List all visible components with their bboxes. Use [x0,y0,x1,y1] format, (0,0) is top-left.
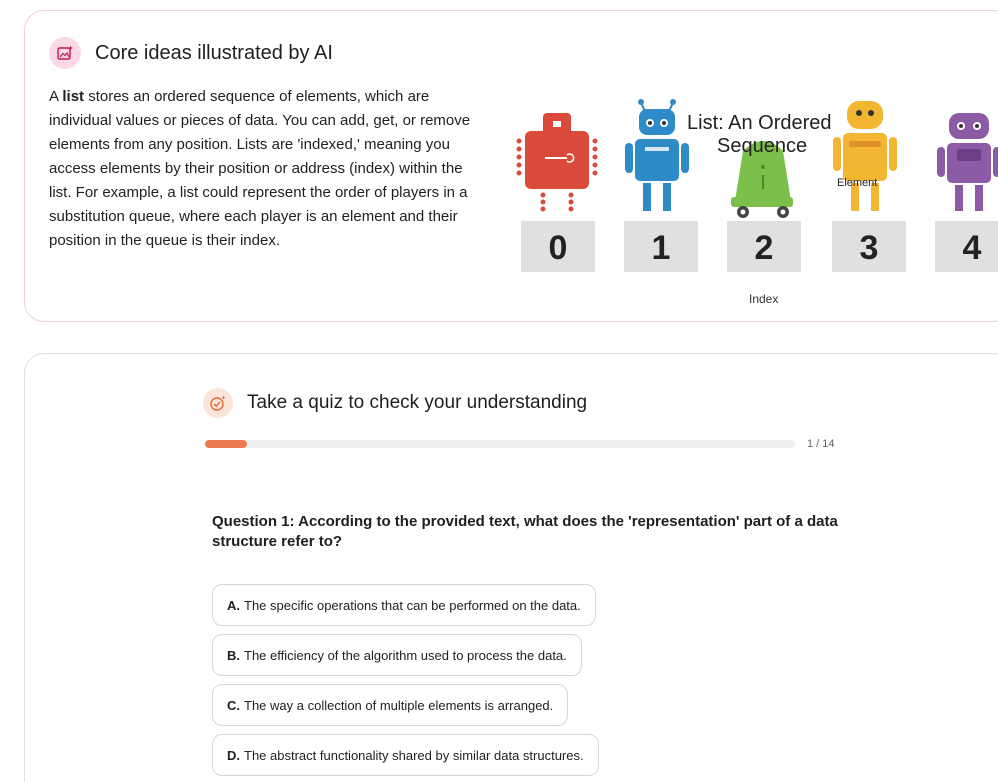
index-label-0: 0 [548,229,568,267]
robot-0 [517,113,598,212]
quiz-header [203,388,587,418]
option-d-button[interactable]: D. The abstract functionality shared by similar data structures. [212,734,599,776]
core-ideas-card [24,10,998,322]
index-label-4: 4 [962,229,982,267]
core-ideas-header [49,37,333,69]
illustration-heading-line2: Sequence [717,135,808,157]
quiz-card [24,353,998,782]
robot-4 [937,113,998,211]
option-b-button[interactable]: B. The efficiency of the algorithm used to process the data. [212,634,582,676]
option-c-button[interactable]: C. The way a collection of multiple elements is arranged. [212,684,568,726]
list-illustration [497,91,998,321]
quiz-progress-bar [205,440,795,448]
robot-3 [833,101,897,211]
quiz-title: Take a quiz to check your understanding [247,392,588,413]
quiz-options [212,584,599,782]
element-label: Element [837,177,878,189]
robot-1 [625,99,689,211]
option-a-button[interactable]: A. The specific operations that can be performed on the data. [212,584,596,626]
quiz-question: Question 1: According to the provided text, what does the 'representation' part of a data structure refer to? [212,513,838,550]
core-ideas-title: Core ideas illustrated by AI [95,41,333,64]
illustration-heading-line1: List: An Ordered [687,112,832,134]
quiz-check-icon [203,388,233,418]
quiz-progress-count: 1 / 14 [807,438,835,450]
index-label-3: 3 [859,229,879,267]
ai-image-icon [49,37,81,69]
index-caption: Index [749,292,779,306]
index-label-2: 2 [754,229,774,267]
core-ideas-text: A list stores an ordered sequence of elements, which are individual values or pieces of data. You can add, get, or remove elements from any position. Lists are 'indexed,' meaning you access elements by their position or address (index) within the list. For example, a list could represent the order of players in a substitution queue, where each player is an element and their position in the queue is their index. [49,88,471,249]
list-keyword: list [62,88,85,105]
quiz-progress-fill [205,440,247,448]
index-label-1: 1 [651,229,671,267]
